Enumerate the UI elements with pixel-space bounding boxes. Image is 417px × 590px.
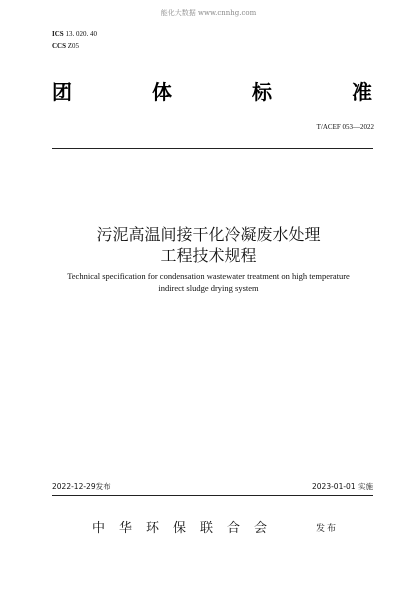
title-chinese-line: 污泥高温间接干化冷凝废水处理 <box>96 225 321 244</box>
ccs-code <box>52 42 79 50</box>
publish-label: 发布 <box>316 524 339 534</box>
standard-type-heading <box>52 76 372 105</box>
watermark-text: 能化大数据 www.cnnhg.com <box>160 9 257 17</box>
title-chinese <box>0 224 417 266</box>
publishing-organization: 中华环保联合会 <box>92 521 282 536</box>
ics-code <box>52 30 97 38</box>
implementation-date: 2023-01-01 实施 <box>312 482 373 491</box>
title-english <box>0 270 417 294</box>
ccs-label: CCS <box>52 42 67 50</box>
standard-type-char: 准 <box>352 80 372 104</box>
title-chinese-line: 工程技术规程 <box>160 246 257 265</box>
ics-value: 13. 020. 40 <box>65 30 97 38</box>
standard-number: T/ACEF 053—2022 <box>316 123 374 131</box>
standard-type-char: 团 <box>52 80 72 104</box>
standard-type-char: 标 <box>252 80 272 104</box>
ccs-value: Z05 <box>67 42 80 50</box>
header-divider <box>52 148 373 149</box>
footer-divider <box>52 495 373 496</box>
title-english-line: indirect sludge drying system <box>158 283 259 293</box>
ics-label: ICS <box>52 30 64 38</box>
title-english-line: Technical specification for condensation wastewater treatment on high temperature <box>67 271 350 281</box>
issue-date: 2022-12-29发布 <box>52 482 111 491</box>
standard-type-char: 体 <box>152 80 172 104</box>
